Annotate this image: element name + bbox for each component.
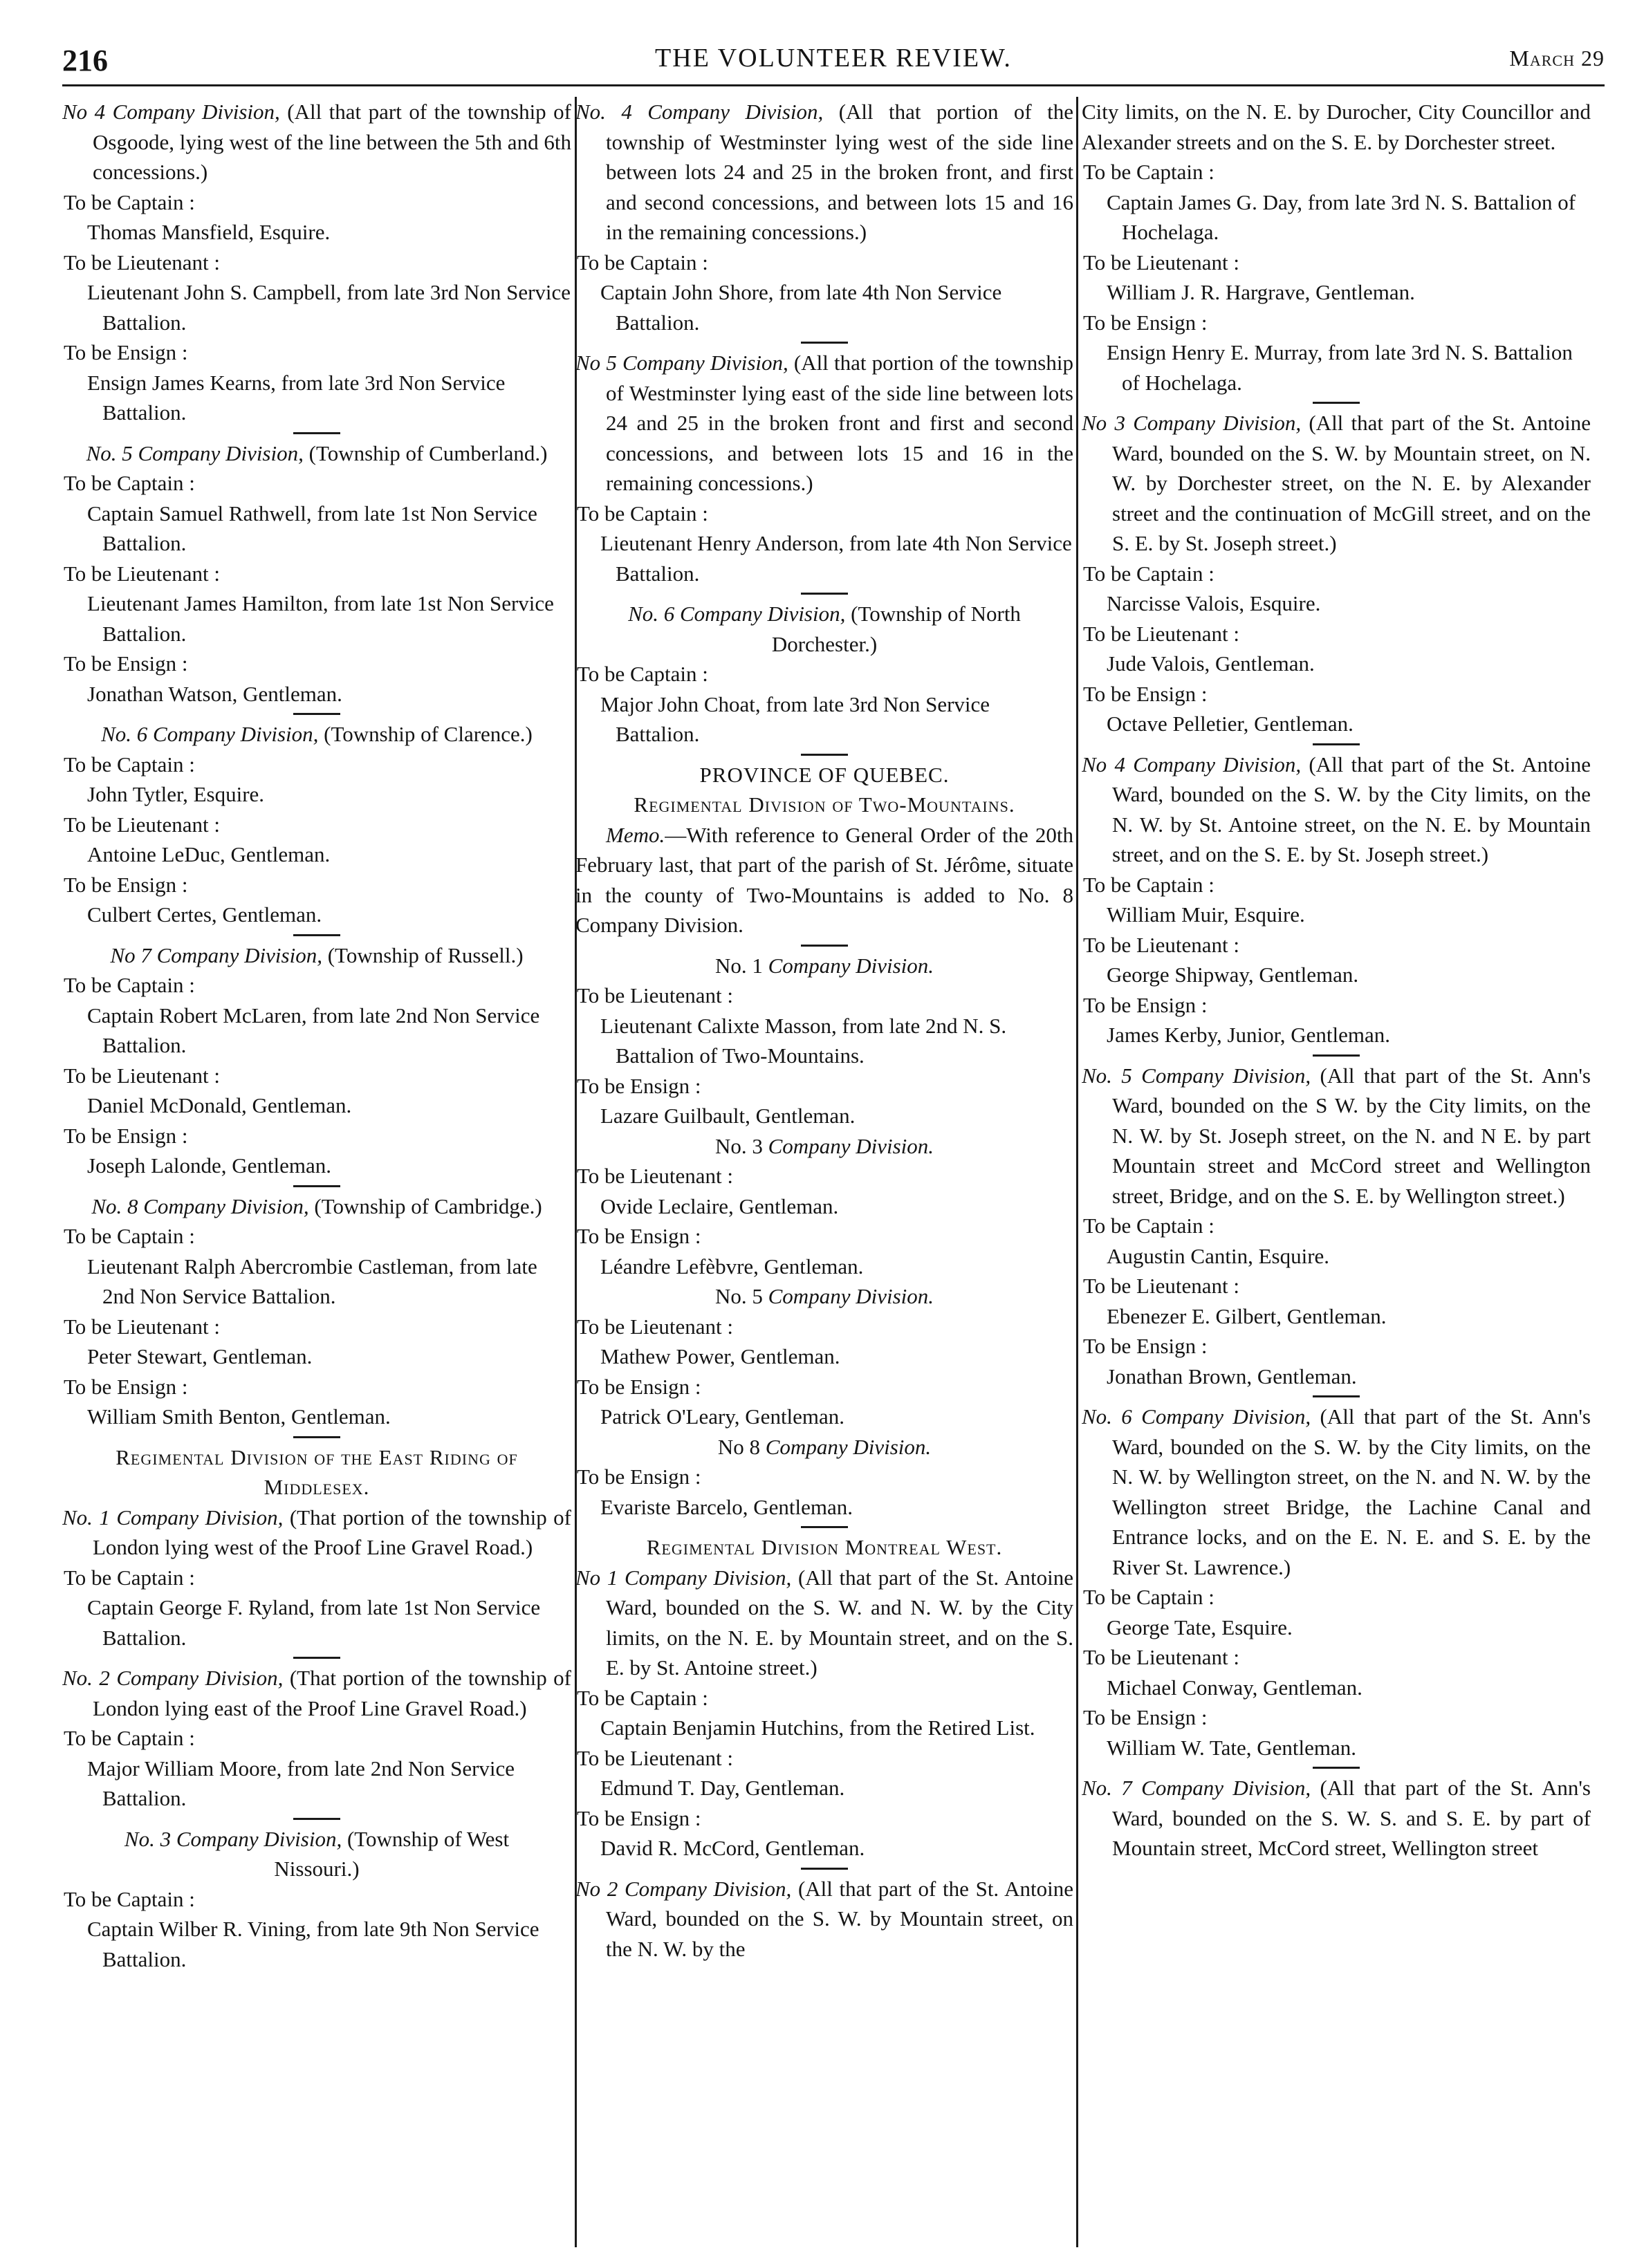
appointee-entry: William W. Tate, Gentleman. — [1107, 1735, 1357, 1760]
rank-label: To be Ensign : — [1083, 1334, 1208, 1358]
rank-label: To be Lieutenant : — [577, 1164, 733, 1188]
page-number: 216 — [62, 44, 108, 77]
section-divider — [293, 1657, 340, 1659]
division-name: No. 5 Company Division, — [1082, 1063, 1311, 1088]
division-heading — [1082, 1773, 1591, 1863]
appointee-entry: Mathew Power, Gentleman. — [600, 1344, 840, 1368]
section-divider — [293, 1436, 340, 1438]
division-description: (All that part of the St. Antoine Ward, bounded on the S. W. and N. W. by the City limits, on the N. E. by Mountain street, and on the S. E. by St. Antoine street.) — [606, 1565, 1073, 1680]
rank-label: To be Captain : — [577, 501, 708, 526]
division-name: No. 6 Company Division, — [1082, 1404, 1311, 1429]
division-name: No. 8 Company Division, — [91, 1193, 309, 1218]
appointee-entry: Antoine LeDuc, Gentleman. — [87, 842, 331, 866]
appointee-entry: Ensign Henry E. Murray, from late 3rd N. S. Battalion of Hochelaga. — [1107, 340, 1573, 395]
section-divider — [801, 754, 848, 756]
memo-paragraph — [575, 820, 1073, 940]
division-name: No. 2 Company Division, — [62, 1666, 284, 1690]
rank-label: To be Lieutenant : — [577, 1314, 733, 1339]
issue-date: March 29 — [1509, 46, 1605, 71]
division-name: Company Division. — [768, 1133, 934, 1158]
division-name: No. 3 Company Division, — [124, 1826, 342, 1851]
appointee-entry: Captain Wilber R. Vining, from late 9th Non Service Battalion. — [87, 1917, 539, 1971]
division-heading — [62, 1191, 571, 1222]
division-name: No. 4 Company Division, — [575, 100, 824, 124]
division-name: No 3 Company Division, — [1082, 411, 1302, 435]
appointee-entry: Ovide Leclaire, Gentleman. — [600, 1193, 839, 1218]
rank-label: To be Captain : — [577, 1685, 708, 1710]
memo-text: —With reference to General Order of the 20th February last, that part of the parish of St. Jérôme, situate in the county of Two-Mountains is added to No. 8 Company Division. — [575, 822, 1073, 937]
rank-label: To be Lieutenant : — [1083, 1274, 1239, 1298]
division-description: (That portion of the township of London lying west of the Proof Line Gravel Road.) — [93, 1505, 571, 1559]
division-name: No. 6 Company Division, — [101, 722, 319, 746]
division-heading — [62, 1663, 571, 1723]
division-description: (All that part of the St. Ann's Ward, bounded on the S. W. S. and S. E. by part of Mountain street, McCord street, Wellington street — [1112, 1776, 1591, 1860]
division-name: Company Division. — [768, 953, 934, 978]
division-description: (All that part of the St. Antoine Ward, bounded on the S. W. by the City limits, on the N. W. by St. Antoine street, on the N. E. by Mountain street, and on the S. E. by St. Joseph street.) — [1112, 752, 1591, 866]
appointee-entry: Jonathan Brown, Gentleman. — [1107, 1364, 1357, 1388]
appointee-entry: Lieutenant John S. Campbell, from late 3rd Non Service Battalion. — [87, 280, 571, 335]
rank-label: To be Lieutenant : — [64, 812, 220, 837]
rank-label: To be Captain : — [1083, 160, 1214, 184]
rank-label: To be Captain : — [64, 1224, 195, 1248]
appointee-entry: Captain John Shore, from late 4th Non Service Battalion. — [600, 280, 1002, 335]
section-divider — [293, 1185, 340, 1187]
division-heading — [575, 348, 1073, 499]
rank-label: To be Captain : — [577, 662, 708, 686]
division-name: No. 7 Company Division, — [1082, 1776, 1311, 1800]
appointee-entry: Octave Pelletier, Gentleman. — [1107, 712, 1354, 736]
appointee-entry: Captain Robert McLaren, from late 2nd Non Service Battalion. — [87, 1003, 540, 1057]
appointee-entry: Major William Moore, from late 2nd Non Service Battalion. — [87, 1756, 515, 1810]
appointee-entry: Joseph Lalonde, Gentleman. — [87, 1153, 331, 1178]
rank-label: To be Ensign : — [64, 651, 188, 676]
rank-label: To be Captain : — [64, 189, 195, 214]
rank-label: To be Captain : — [64, 1565, 195, 1590]
rank-label: To be Ensign : — [1083, 681, 1208, 706]
publication-title: THE VOLUNTEER REVIEW. — [655, 44, 1012, 73]
rank-label: To be Ensign : — [577, 1374, 701, 1399]
appointee-entry: Culbert Certes, Gentleman. — [87, 902, 322, 927]
rank-label: To be Ensign : — [577, 1224, 701, 1248]
appointee-entry: Peter Stewart, Gentleman. — [87, 1344, 313, 1368]
division-heading — [62, 1503, 571, 1563]
memo-label: Memo. — [606, 822, 665, 847]
division-description: (All that part of the township of Osgoode, lying west of the line between the 5th and 6th concessions.) — [93, 100, 571, 184]
appointee-entry: Daniel McDonald, Gentleman. — [87, 1093, 352, 1117]
division-heading — [1082, 1402, 1591, 1582]
appointee-entry: William Smith Benton, Gentleman. — [87, 1404, 391, 1429]
division-name: No 4 Company Division, — [62, 100, 280, 124]
section-divider — [801, 342, 848, 344]
appointee-entry: George Tate, Esquire. — [1107, 1615, 1293, 1639]
rank-label: To be Ensign : — [1083, 1705, 1208, 1729]
rank-label: To be Ensign : — [577, 1805, 701, 1830]
division-description: (All that part of the St. Antoine Ward, bounded on the S. W. by Mountain street, on the N. W. by the — [606, 1876, 1073, 1961]
division-heading — [62, 438, 571, 469]
division-description: (Township of Cumberland.) — [303, 440, 548, 465]
rank-label: To be Ensign : — [577, 1073, 701, 1098]
appointee-entry: Evariste Barcelo, Gentleman. — [600, 1494, 853, 1519]
appointee-entry: Lazare Guilbault, Gentleman. — [600, 1104, 856, 1128]
appointee-entry: Lieutenant Henry Anderson, from late 4th Non Service Battalion. — [600, 531, 1072, 586]
division-description: (All that part of the St. Ann's Ward, bounded on the S. W. by the City limits, on the N. W. by Wellington street, on the N. and N. W. by the Wellington street Bridge, the Lachine Canal and Entrance locks, and on the E. N. E. and S. E. by the River St. Lawrence.) — [1112, 1404, 1591, 1579]
section-divider — [1313, 402, 1360, 404]
rank-label: To be Captain : — [64, 973, 195, 997]
rank-label: To be Lieutenant : — [1083, 1645, 1239, 1669]
division-name: No. 6 Company Division, — [628, 602, 846, 626]
division-heading — [575, 599, 1073, 659]
division-heading — [575, 951, 1073, 981]
division-description: (All that portion of the township of Westminster lying east of the side line between lots 24 and 25 in the broken front and first and second concessions, and between lots 15 and 16 in the remaining concessions.) — [606, 351, 1073, 495]
appointee-entry: Jude Valois, Gentleman. — [1107, 651, 1315, 676]
rank-label: To be Ensign : — [64, 1374, 188, 1399]
appointee-entry: Captain George F. Ryland, from late 1st Non Service Battalion. — [87, 1595, 541, 1650]
regimental-division-heading: Regimental Division Montreal West. — [646, 1535, 1003, 1559]
division-heading — [575, 1281, 1073, 1312]
appointee-entry: Ensign James Kearns, from late 3rd Non Service Battalion. — [87, 370, 506, 425]
rank-label: To be Lieutenant : — [577, 1745, 733, 1770]
rank-label: To be Lieutenant : — [64, 250, 220, 275]
division-description: (All that part of the St. Antoine Ward, bounded on the S. W. by Mountain street, on N. W. by Dorchester street, on the N. E. by Alexander street and the continuation of McGill street, and on the S. E. by St. Joseph street.) — [1112, 411, 1591, 555]
division-description: No 8 — [717, 1434, 766, 1459]
rank-label: To be Ensign : — [64, 1123, 188, 1148]
text-column-1 — [62, 97, 571, 2247]
appointee-entry: Michael Conway, Gentleman. — [1107, 1675, 1362, 1700]
appointee-entry: Lieutenant Ralph Abercrombie Castleman, from late 2nd Non Service Battalion. — [87, 1254, 537, 1308]
regimental-division-heading: Regimental Division of Two-Mountains. — [634, 792, 1015, 817]
division-description: (That portion of the township of London lying east of the Proof Line Gravel Road.) — [93, 1666, 571, 1720]
rank-label: To be Captain : — [1083, 561, 1214, 586]
rank-label: To be Captain : — [1083, 872, 1214, 897]
rank-label: To be Lieutenant : — [577, 983, 733, 1007]
rank-label: To be Lieutenant : — [1083, 250, 1239, 275]
rank-label: To be Lieutenant : — [64, 561, 220, 586]
rank-label: To be Lieutenant : — [1083, 621, 1239, 646]
division-heading — [62, 719, 571, 750]
appointee-entry: Major John Choat, from late 3rd Non Service Battalion. — [600, 691, 990, 746]
division-description: (Township of West Nissouri.) — [274, 1826, 510, 1881]
division-name: No 7 Company Division, — [110, 942, 322, 967]
division-name: Company Division. — [765, 1434, 932, 1459]
rank-label: To be Ensign : — [1083, 310, 1208, 335]
appointee-entry: Ebenezer E. Gilbert, Gentleman. — [1107, 1303, 1387, 1328]
section-divider — [801, 593, 848, 595]
appointee-entry: William Muir, Esquire. — [1107, 902, 1305, 927]
division-name: No. 5 Company Division, — [86, 440, 304, 465]
division-description: No. 1 — [714, 953, 768, 978]
appointee-entry: Captain Samuel Rathwell, from late 1st Non Service Battalion. — [87, 501, 537, 555]
rank-label: To be Lieutenant : — [64, 1063, 220, 1088]
appointee-entry: James Kerby, Junior, Gentleman. — [1107, 1023, 1390, 1047]
rank-label: To be Captain : — [1083, 1214, 1214, 1238]
division-description: No. 5 — [714, 1284, 768, 1308]
division-heading — [1082, 1061, 1591, 1211]
rank-label: To be Captain : — [64, 1726, 195, 1750]
section-divider — [1313, 1767, 1360, 1769]
rank-label: To be Captain : — [1083, 1585, 1214, 1609]
appointee-entry: Narcisse Valois, Esquire. — [1107, 591, 1321, 615]
regimental-division-heading: Regimental Division of the East Riding of Middlesex. — [116, 1444, 518, 1499]
section-divider — [293, 432, 340, 434]
appointee-entry: Edmund T. Day, Gentleman. — [600, 1776, 845, 1800]
section-divider — [801, 1526, 848, 1528]
appointee-entry: Thomas Mansfield, Esquire. — [87, 220, 331, 244]
division-heading — [1082, 750, 1591, 870]
appointee-entry: Jonathan Watson, Gentleman. — [87, 681, 342, 706]
division-heading — [1082, 408, 1591, 559]
division-heading — [575, 1131, 1073, 1162]
section-divider — [801, 945, 848, 947]
division-heading — [575, 1432, 1073, 1462]
province-heading: PROVINCE OF QUEBEC. — [699, 762, 950, 787]
division-heading — [575, 1874, 1073, 1964]
rank-label: To be Ensign : — [64, 872, 188, 897]
appointee-entry: Captain Benjamin Hutchins, from the Retired List. — [600, 1716, 1035, 1740]
division-name: No. 1 Company Division, — [62, 1505, 284, 1530]
division-heading — [62, 940, 571, 971]
section-divider — [801, 1868, 848, 1870]
column-rule — [1076, 97, 1078, 2247]
appointee-entry: John Tytler, Esquire. — [87, 782, 265, 806]
rank-label: To be Captain : — [64, 1886, 195, 1911]
continued-text: City limits, on the N. E. by Durocher, City Councillor and Alexander streets and on the S. E. by Dorchester street. — [1082, 100, 1591, 154]
division-heading — [62, 1824, 571, 1884]
section-divider — [1313, 1054, 1360, 1057]
division-heading — [575, 97, 1073, 248]
appointee-entry: George Shipway, Gentleman. — [1107, 963, 1359, 987]
rank-label: To be Lieutenant : — [64, 1314, 220, 1339]
division-heading — [575, 1563, 1073, 1683]
appointee-entry: Captain James G. Day, from late 3rd N. S. Battalion of Hochelaga. — [1107, 189, 1576, 244]
appointee-entry: David R. McCord, Gentleman. — [600, 1836, 865, 1860]
division-description: (Township of Clarence.) — [318, 722, 533, 746]
division-description: (Township of Cambridge.) — [308, 1193, 542, 1218]
division-description: (All that part of the St. Ann's Ward, bounded on the S W. by the City limits, on the N. W. by St. Joseph street, on the N. and N E. by part Mountain street and McCord street and Wellington street, Bridge, and on the S. E. by Wellington street.) — [1112, 1063, 1591, 1208]
rank-label: To be Captain : — [577, 250, 708, 275]
text-column-3 — [1082, 97, 1591, 2247]
division-heading — [62, 97, 571, 187]
rank-label: To be Captain : — [64, 752, 195, 777]
appointee-entry: Lieutenant James Hamilton, from late 1st Non Service Battalion. — [87, 591, 554, 646]
appointee-entry: Léandre Lefèbvre, Gentleman. — [600, 1254, 864, 1279]
page-header — [62, 43, 1605, 86]
division-name: Company Division. — [768, 1284, 934, 1308]
section-divider — [293, 1818, 340, 1820]
rank-label: To be Ensign : — [1083, 992, 1208, 1017]
appointee-entry: Lieutenant Calixte Masson, from late 2nd N. S. Battalion of Two-Mountains. — [600, 1013, 1007, 1068]
section-divider — [293, 934, 340, 936]
division-name: No 4 Company Division, — [1082, 752, 1302, 777]
rank-label: To be Ensign : — [577, 1465, 701, 1489]
division-name: No 5 Company Division, — [575, 351, 788, 375]
division-description: No. 3 — [714, 1133, 768, 1158]
division-description: (Township of North Dorchester.) — [771, 602, 1021, 656]
division-description: (Township of Russell.) — [322, 942, 524, 967]
appointee-entry: Patrick O'Leary, Gentleman. — [600, 1404, 845, 1429]
division-name: No 2 Company Division, — [575, 1876, 792, 1901]
rank-label: To be Ensign : — [64, 340, 188, 364]
section-divider — [1313, 743, 1360, 745]
section-divider — [1313, 1395, 1360, 1397]
rank-label: To be Lieutenant : — [1083, 932, 1239, 957]
division-name: No 1 Company Division, — [575, 1565, 792, 1590]
appointee-entry: William J. R. Hargrave, Gentleman. — [1107, 280, 1415, 304]
appointee-entry: Augustin Cantin, Esquire. — [1107, 1243, 1330, 1268]
section-divider — [293, 713, 340, 715]
text-column-2 — [575, 97, 1073, 2247]
rank-label: To be Captain : — [64, 471, 195, 495]
division-description: (All that portion of the township of Westminster lying west of the side line between lots 24 and 25 in the broken front, and first and second concessions, and between lots 15 and 16 in the remaining concessions.) — [606, 100, 1073, 244]
